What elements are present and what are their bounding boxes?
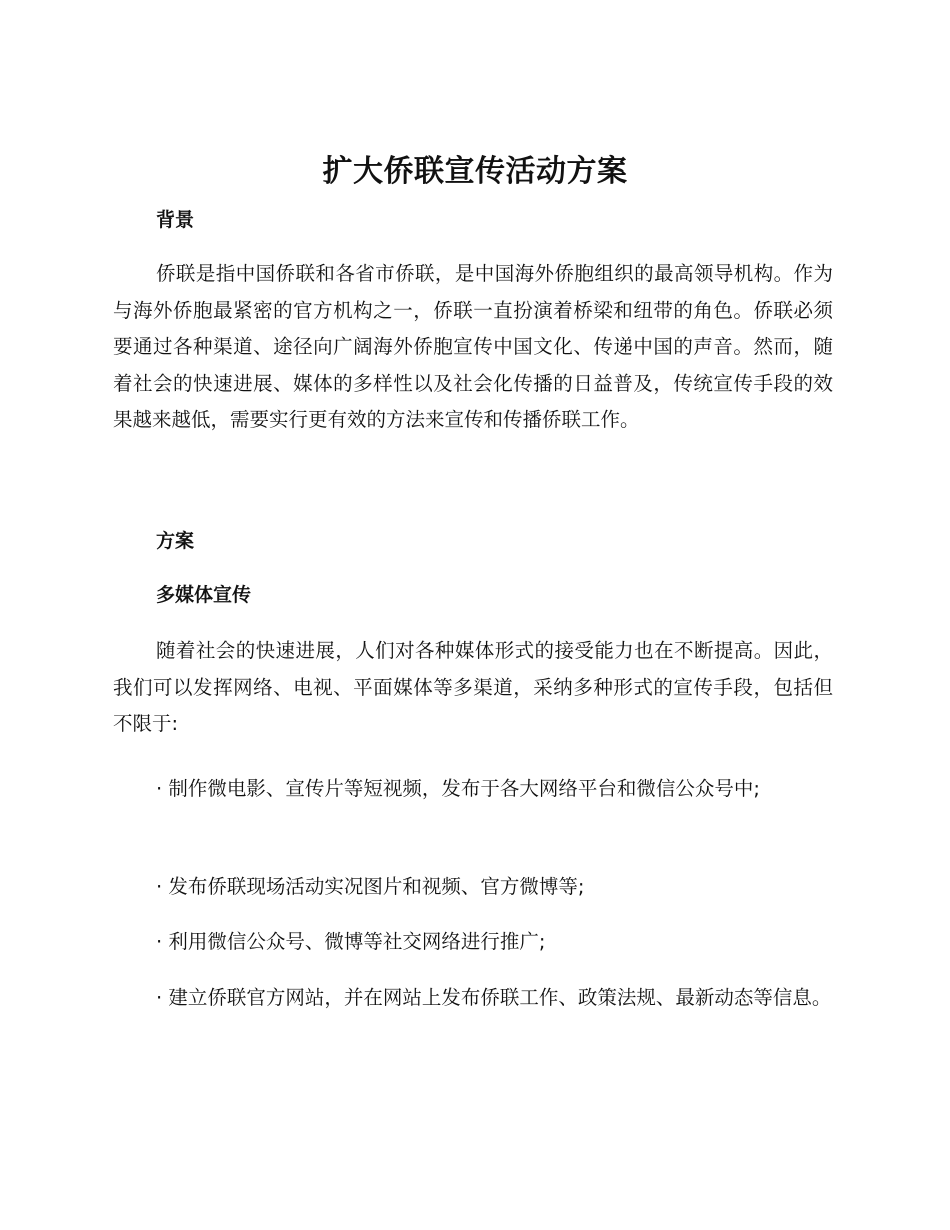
document-title: 扩大侨联宣传活动方案	[322, 154, 628, 189]
bullet-item-3: · 利用微信公众号、微博等社交网络进行推广;	[156, 930, 546, 953]
background-heading: 背景	[156, 209, 195, 231]
bullet-item-4: · 建立侨联官方网站，并在网站上发布侨联工作、政策法规、最新动态等信息。	[156, 986, 832, 1009]
background-paragraph: 侨联是指中国侨联和各省市侨联，是中国海外侨胞组织的最高领导机构。作为与海外侨胞最紧密的官方机构之一，侨联一直扮演着桥梁和纽带的角色。侨联必须要通过各种渠道、途径向广阔海外侨胞宣传中国文化、传递中国的声音。然而，随着社会的快速进展、媒体的多样性以及社会化传播的日益普及，传统宣传手段的效果越来越低，需要实行更有效的方法来宣传和传播侨联工作。	[113, 262, 833, 431]
bullet-item-2: · 发布侨联现场活动实况图片和视频、官方微博等;	[156, 875, 585, 898]
multimedia-heading: 多媒体宣传	[156, 584, 252, 606]
multimedia-paragraph: 随着社会的快速进展，人们对各种媒体形式的接受能力也在不断提高。因此，我们可以发挥网络、电视、平面媒体等多渠道，采纳多种形式的宣传手段，包括但不限于:	[113, 639, 833, 735]
bullet-item-1: · 制作微电影、宣传片等短视频，发布于各大网络平台和微信公众号中;	[156, 777, 760, 800]
plan-heading: 方案	[156, 530, 195, 552]
